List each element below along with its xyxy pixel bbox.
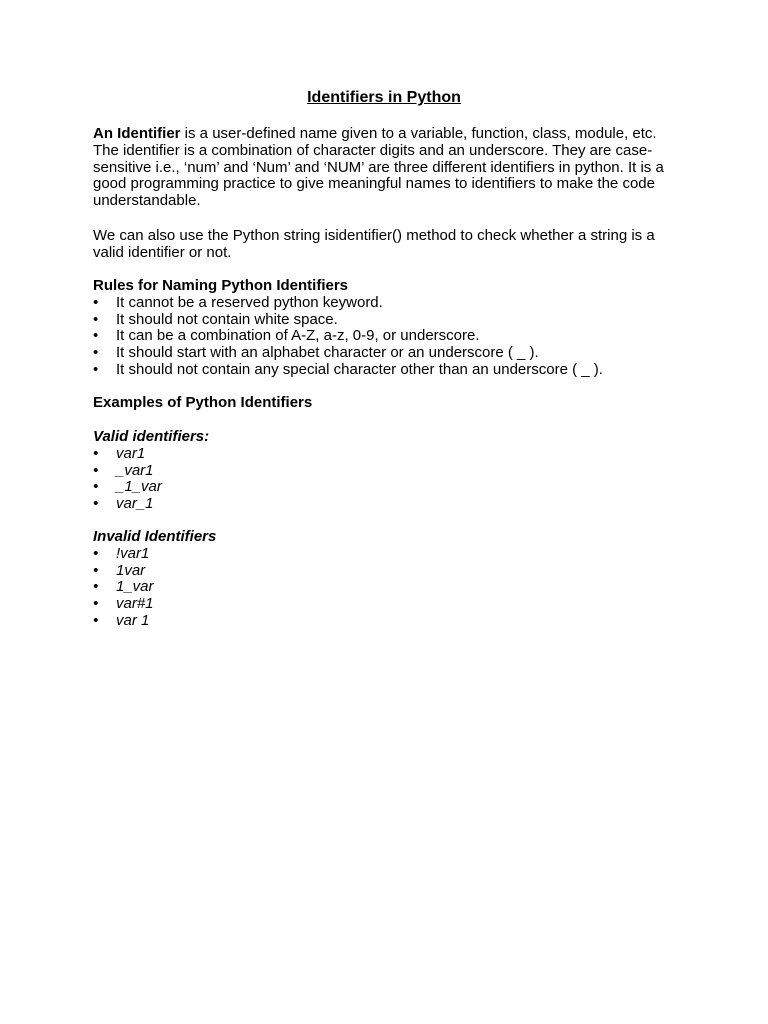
list-item	[93, 362, 683, 379]
intro-paragraph	[93, 126, 683, 210]
document-title: Identifiers in Python	[307, 89, 461, 106]
invalid-list	[93, 546, 683, 630]
list-item	[93, 563, 683, 580]
list-item	[93, 463, 683, 480]
bullet-icon: •	[93, 461, 99, 479]
examples-heading: Examples of Python Identifiers	[93, 394, 313, 411]
bullet-icon: •	[93, 360, 99, 378]
valid-identifier: var_1	[116, 495, 154, 513]
rules-list	[93, 295, 683, 379]
valid-heading: Valid identifiers:	[93, 428, 210, 445]
bullet-icon: •	[93, 495, 99, 513]
intro-text: is a user-defined name given to a variable, function, class, module, etc. The identifier is a combination of character digits and an underscore. They are case-sensitive i.e., ‘num’ and ‘Num’ and ‘NUM’ are three different identifiers in python. It is a good programming practice to give meaningful names to identifiers to make the code understandable.	[93, 125, 664, 210]
valid-section	[93, 429, 683, 513]
invalid-identifier: 1var	[116, 561, 146, 579]
rule-text: It should not contain white space.	[116, 310, 338, 328]
bullet-icon: •	[93, 293, 99, 311]
list-item	[93, 312, 683, 329]
list-item	[93, 479, 683, 496]
list-item	[93, 328, 683, 345]
bullet-icon: •	[93, 544, 99, 562]
list-item	[93, 496, 683, 513]
method-paragraph	[93, 228, 683, 262]
invalid-identifier: var 1	[116, 611, 150, 629]
list-item	[93, 579, 683, 596]
method-note: We can also use the Python string isidentifier() method to check whether a string is a valid identifier or not.	[93, 227, 655, 261]
bullet-icon: •	[93, 344, 99, 362]
list-item	[93, 596, 683, 613]
bullet-icon: •	[93, 595, 99, 613]
rules-section	[93, 278, 683, 379]
invalid-identifier: !var1	[116, 544, 150, 562]
valid-identifier: _1_var	[116, 478, 162, 496]
bullet-icon: •	[93, 478, 99, 496]
invalid-identifier: var#1	[116, 595, 154, 613]
list-item	[93, 613, 683, 630]
bullet-icon: •	[93, 327, 99, 345]
rules-heading: Rules for Naming Python Identifiers	[93, 277, 349, 294]
list-item	[93, 546, 683, 563]
bullet-icon: •	[93, 611, 99, 629]
bullet-icon: •	[93, 561, 99, 579]
invalid-section	[93, 529, 683, 630]
list-item	[93, 295, 683, 312]
bullet-icon: •	[93, 310, 99, 328]
bullet-icon: •	[93, 578, 99, 596]
examples-section	[93, 395, 683, 412]
rule-text: It should start with an alphabet character or an underscore ( _ ).	[116, 344, 539, 362]
valid-identifier: var1	[116, 444, 146, 462]
rule-text: It cannot be a reserved python keyword.	[116, 293, 383, 311]
rule-text: It should not contain any special character other than an underscore ( _ ).	[116, 360, 603, 378]
intro-lead: An Identifier	[93, 125, 181, 142]
invalid-heading: Invalid Identifiers	[93, 528, 217, 545]
list-item	[93, 345, 683, 362]
bullet-icon: •	[93, 444, 99, 462]
valid-list	[93, 446, 683, 513]
rule-text: It can be a combination of A-Z, a-z, 0-9, or underscore.	[116, 327, 480, 345]
invalid-identifier: 1_var	[116, 578, 154, 596]
list-item	[93, 446, 683, 463]
valid-identifier: _var1	[116, 461, 154, 479]
